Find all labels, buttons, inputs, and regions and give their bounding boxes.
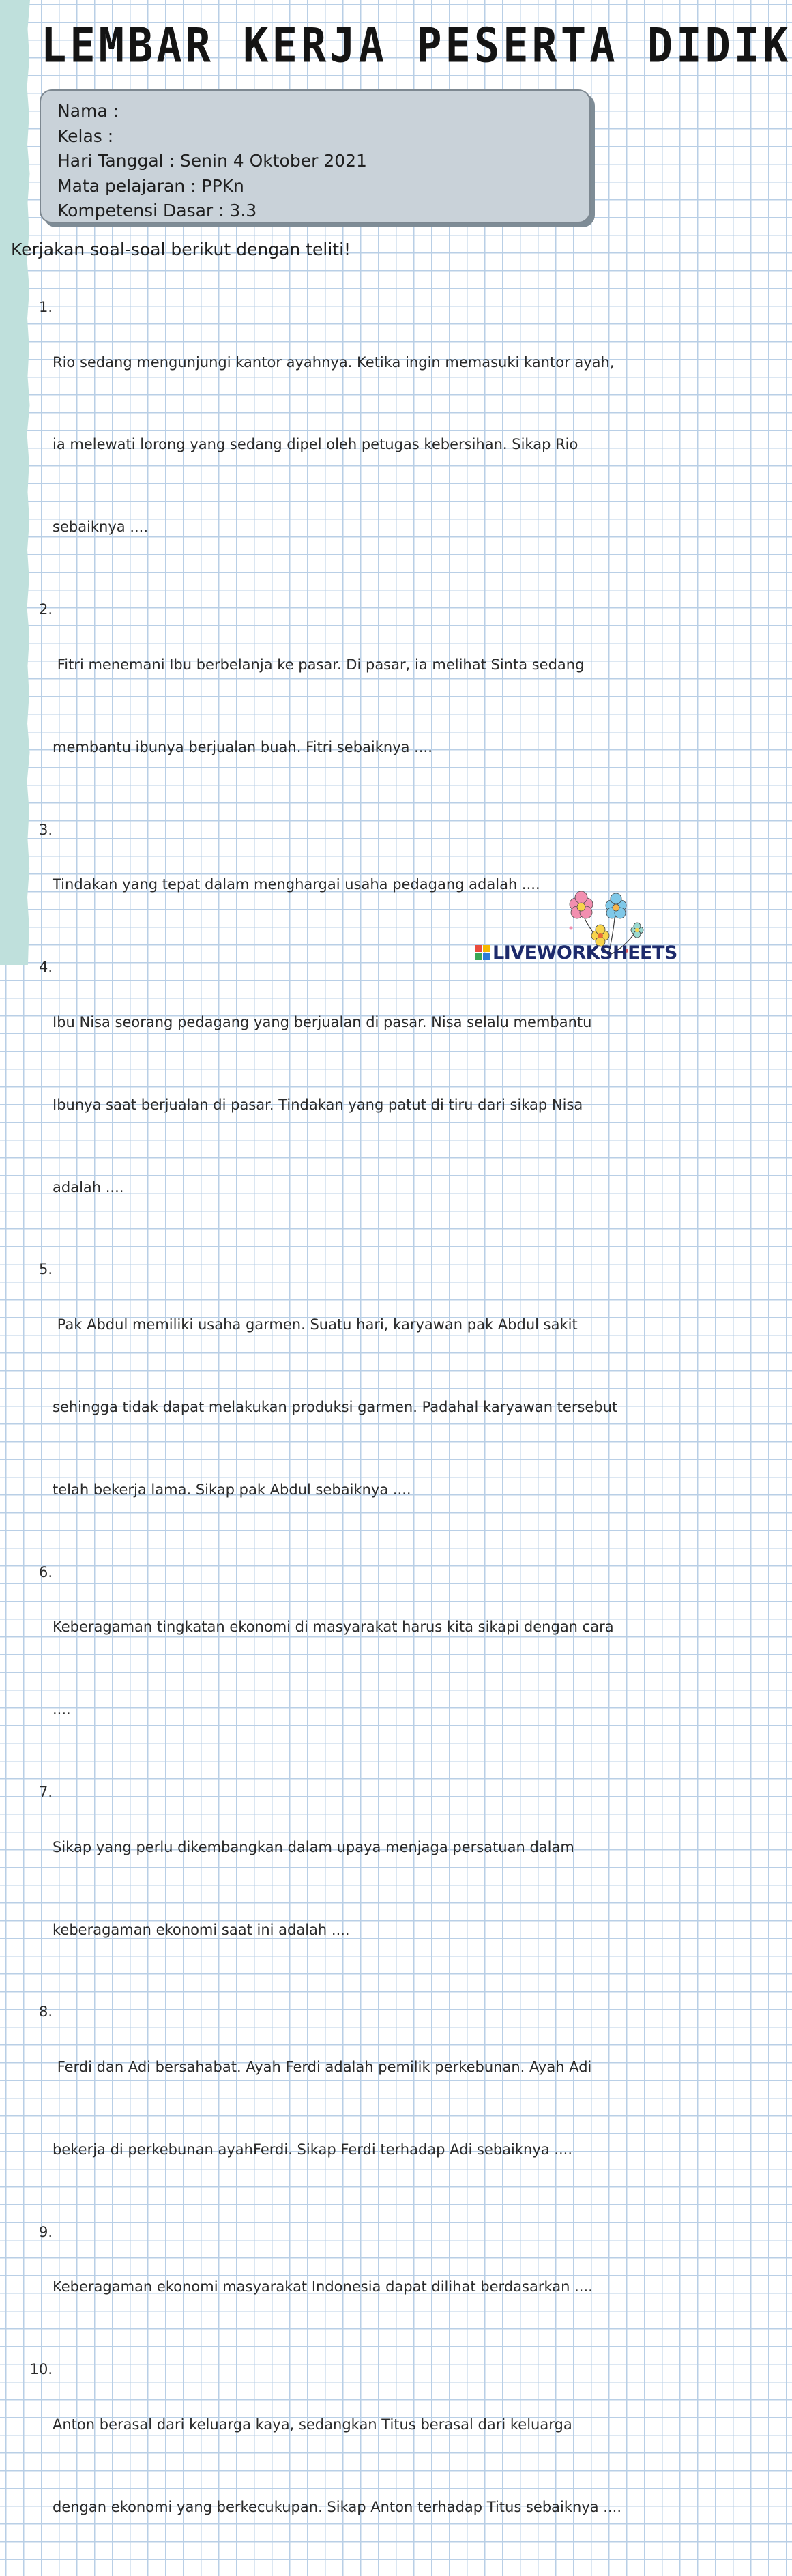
question-item xyxy=(27,2218,655,2356)
logo-square xyxy=(475,945,482,952)
question-number: 7. xyxy=(38,1784,53,1801)
question-text xyxy=(53,1778,653,1998)
question-line: sehingga tidak dapat melakukan produksi garmen. Padahal karyawan tersebut xyxy=(53,1398,618,1415)
question-item xyxy=(27,1778,655,1998)
question-text xyxy=(53,953,653,1256)
question-line: membantu ibunya berjualan buah. Fitri sebaiknya .... xyxy=(53,738,432,755)
question-line: Ibu Nisa seorang pedagang yang berjualan di pasar. Nisa selalu membantu xyxy=(53,1013,592,1030)
date-field: Hari Tanggal : Senin 4 Oktober 2021 xyxy=(57,151,367,171)
question-number: 6. xyxy=(38,1563,53,1580)
brand-logo-icon xyxy=(475,945,490,960)
question-line: Tindakan yang tepat dalam menghargai usaha pedagang adalah .... xyxy=(53,876,540,893)
worksheet-title: LEMBAR KERJA PESERTA DIDIK xyxy=(41,17,792,74)
question-line: dengan ekonomi yang berkecukupan. Sikap Anton terhadap Titus sebaiknya .... xyxy=(53,2498,622,2515)
question-line: Ferdi dan Adi bersahabat. Ayah Ferdi adalah pemilik perkebunan. Ayah Adi xyxy=(53,2059,592,2075)
question-text xyxy=(53,293,653,596)
question-text xyxy=(53,2218,653,2356)
question-line: telah bekerja lama. Sikap pak Abdul sebaiknya .... xyxy=(53,1481,411,1498)
question-number: 2. xyxy=(38,601,53,618)
question-line: Keberagaman ekonomi masyarakat Indonesia dapat dilihat berdasarkan .... xyxy=(53,2278,593,2296)
question-line: bekerja di perkebunan ayahFerdi. Sikap Ferdi terhadap Adi sebaiknya .... xyxy=(53,2141,573,2158)
logo-square xyxy=(475,953,482,960)
question-item xyxy=(27,1998,655,2218)
question-item xyxy=(27,293,655,596)
question-line: Fitri menemani Ibu berbelanja ke pasar. Di pasar, ia melihat Sinta sedang xyxy=(53,656,585,673)
question-number: 1. xyxy=(38,299,53,315)
question-text xyxy=(53,2356,653,2575)
question-list xyxy=(27,293,655,2576)
question-line: adalah .... xyxy=(53,1178,124,1196)
competency-field: Kompetensi Dasar : 3.3 xyxy=(57,201,257,220)
question-line: Keberagaman tingkatan ekonomi di masyarakat harus kita sikapi dengan cara xyxy=(53,1619,614,1636)
instruction-text: Kerjakan soal-soal berikut dengan teliti! xyxy=(11,240,351,259)
brand-name: LIVEWORKSHEETS xyxy=(493,942,677,964)
question-number: 9. xyxy=(38,2223,53,2240)
question-line: Anton berasal dari keluarga kaya, sedangkan Titus berasal dari keluarga xyxy=(53,2416,572,2433)
liveworksheets-logo xyxy=(475,941,677,964)
question-item xyxy=(27,1256,655,1558)
torn-paper-strip xyxy=(0,0,30,965)
question-number: 3. xyxy=(38,821,53,838)
question-line: .... xyxy=(53,1701,71,1718)
question-line: keberagaman ekonomi saat ini adalah .... xyxy=(53,1921,350,1938)
student-info-box xyxy=(40,89,591,223)
question-number: 4. xyxy=(38,959,53,976)
question-line: ia melewati lorong yang sedang dipel oleh petugas kebersihan. Sikap Rio xyxy=(53,436,578,453)
question-text xyxy=(53,1559,653,1778)
logo-square xyxy=(483,945,490,952)
question-item xyxy=(27,596,655,815)
question-number: 8. xyxy=(38,2003,53,2021)
question-line: Sikap yang perlu dikembangkan dalam upaya menjaga persatuan dalam xyxy=(53,1838,574,1855)
question-text xyxy=(53,596,653,815)
logo-square xyxy=(483,953,490,960)
question-text xyxy=(53,1256,653,1558)
question-number: 5. xyxy=(38,1261,53,1278)
question-text xyxy=(53,1998,653,2218)
question-line: Pak Abdul memiliki usaha garmen. Suatu hari, karyawan pak Abdul sakit xyxy=(53,1316,578,1333)
subject-field: Mata pelajaran : PPKn xyxy=(57,175,244,196)
question-number: 10. xyxy=(29,2361,53,2378)
question-item xyxy=(27,953,655,1256)
question-line: Rio sedang mengunjungi kantor ayahnya. Ketika ingin memasuki kantor ayah, xyxy=(53,353,615,371)
question-item xyxy=(27,1559,655,1778)
question-item xyxy=(27,2356,655,2575)
question-line: Ibunya saat berjualan di pasar. Tindakan yang patut di tiru dari sikap Nisa xyxy=(53,1096,583,1113)
class-field: Kelas : xyxy=(57,126,114,146)
name-field: Nama : xyxy=(57,101,119,121)
question-line: sebaiknya .... xyxy=(53,519,149,536)
